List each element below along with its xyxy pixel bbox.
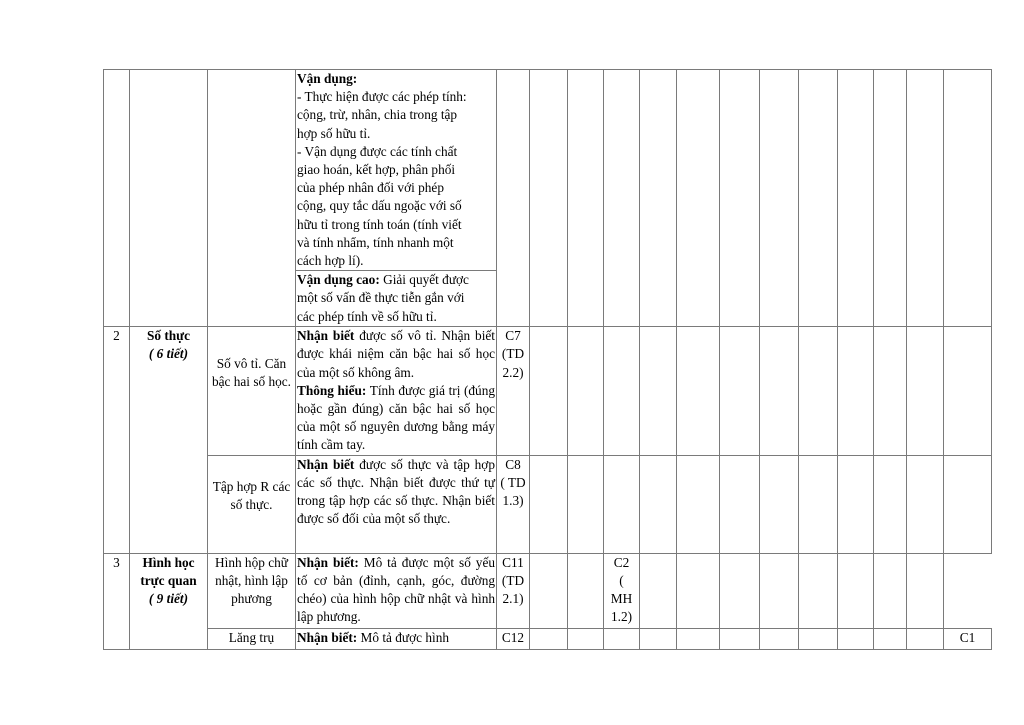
code-cell [497, 553, 530, 628]
code-cell [497, 455, 530, 553]
empty-cell [677, 327, 720, 455]
van-dung-line: hợp số hữu tỉ. [297, 125, 371, 141]
code-line: 1.2) [610, 609, 633, 625]
thong-hieu-text: Tính được giá trị (đúng hoặc gần đúng) căn bậc hai số học của một số nguyên dương bằng máy tính cầm tay. [297, 382, 495, 453]
empty-cell [799, 70, 838, 327]
subtopic-cell: Hình hộp chữ nhật, hình lập phương [208, 553, 296, 628]
empty-cell [944, 70, 992, 327]
empty-cell [604, 455, 640, 553]
empty-cell [838, 70, 874, 327]
empty-cell [604, 70, 640, 327]
code-line: 1.3) [502, 493, 524, 509]
empty-cell [677, 455, 720, 553]
empty-cell [568, 70, 604, 327]
code-line: 2.1) [502, 591, 524, 607]
empty-cell [760, 628, 799, 649]
code-line: 2.2) [502, 364, 524, 380]
code-line: ( [619, 572, 624, 588]
empty-cell [907, 553, 944, 628]
nhan-biet-text: được số vô tỉ. Nhận biết được khái niệm căn bậc hai số học của một số không âm. [297, 328, 495, 380]
empty-cell [568, 628, 604, 649]
empty-cell [874, 70, 907, 327]
empty-cell [760, 327, 799, 455]
table-row [104, 70, 992, 271]
empty-cell [838, 628, 874, 649]
empty-cell [604, 327, 640, 455]
code-cell [604, 553, 640, 628]
empty-cell [604, 628, 640, 649]
empty-cell [530, 628, 568, 649]
code-line: C2 [613, 554, 630, 570]
code-cell: C12 [497, 628, 530, 649]
nhan-biet-title: Nhận biết: [297, 629, 358, 645]
van-dung-line: giao hoán, kết hợp, phân phối [297, 162, 456, 178]
van-dung-line: hữu tỉ trong tính toán (tính viết [297, 216, 462, 232]
topic-name: Số thực [146, 328, 191, 344]
stt-cell: 3 [104, 553, 130, 649]
empty-cell [944, 455, 992, 553]
van-dung-line: cộng, quy tắc dấu ngoặc với số [297, 198, 462, 214]
empty-cell [799, 628, 838, 649]
description-cell [296, 553, 497, 628]
empty-cell [530, 455, 568, 553]
empty-cell [677, 553, 720, 628]
thong-hieu-title: Thông hiểu: [297, 382, 367, 398]
nhan-biet-title: Nhận biết: [297, 554, 359, 570]
subtopic-cell: Lăng trụ [208, 628, 296, 649]
subtopic-cell: Tập hợp R các số thực. [208, 455, 296, 553]
empty-cell [720, 628, 760, 649]
nhan-biet-title: Nhận biết [297, 328, 355, 344]
stt-cell: 2 [104, 327, 130, 553]
empty-cell [568, 553, 604, 628]
empty-cell [677, 70, 720, 327]
code-line: ( TD [500, 474, 526, 490]
empty-cell [640, 70, 677, 327]
table-row [104, 628, 992, 649]
subtopic-cell: Số vô tỉ. Căn bậc hai số học. [208, 327, 296, 455]
code-line: C11 [502, 554, 524, 570]
empty-cell [907, 628, 944, 649]
topic-name: Hình học [142, 554, 195, 570]
van-dung-title: Vận dụng: [297, 71, 358, 86]
van-dung-line: và tính nhẩm, tính nhanh một [297, 234, 454, 250]
code-line: MH [610, 591, 633, 607]
van-dung-cao-title: Vận dụng cao: [297, 272, 380, 288]
empty-cell [640, 327, 677, 455]
empty-cell [677, 628, 720, 649]
empty-cell [568, 455, 604, 553]
empty-cell [720, 327, 760, 455]
subtopic-cell [208, 70, 296, 327]
empty-cell [720, 70, 760, 327]
empty-cell [720, 455, 760, 553]
code-line: (TD [501, 572, 525, 588]
topic-period: ( 9 tiết) [148, 591, 189, 607]
van-dung-line: cách hợp lí). [297, 253, 364, 269]
empty-cell [838, 553, 874, 628]
topic-name: trực quan [140, 572, 197, 588]
empty-cell [760, 553, 799, 628]
empty-cell [640, 553, 677, 628]
empty-cell [907, 70, 944, 327]
van-dung-cao-cell [296, 271, 497, 327]
empty-cell [874, 628, 907, 649]
empty-cell [530, 70, 568, 327]
empty-cell [640, 628, 677, 649]
empty-cell [720, 553, 760, 628]
table-row [104, 455, 992, 553]
topic-cell [130, 553, 208, 649]
empty-cell [907, 327, 944, 455]
empty-cell [530, 553, 568, 628]
empty-cell [874, 327, 907, 455]
nhan-biet-text: được số thực và tập hợp các số thực. Nhận biết được thứ tự trong tập hợp các số thực. Nhận biết được số đối của một số thực. [297, 456, 495, 527]
empty-cell [530, 327, 568, 455]
code-line: C7 [505, 328, 521, 344]
nhan-biet-title: Nhận biết [297, 456, 355, 472]
van-dung-line: - Thực hiện được các phép tính: [297, 89, 467, 105]
description-cell [296, 455, 497, 553]
van-dung-cao-line: các phép tính về số hữu tỉ. [297, 308, 437, 324]
van-dung-cell [296, 70, 497, 271]
description-cell [296, 327, 497, 455]
topic-cell [130, 327, 208, 553]
empty-cell [838, 327, 874, 455]
van-dung-line: của phép nhân đối với phép [297, 180, 444, 196]
empty-cell [874, 553, 907, 628]
empty-cell [799, 553, 838, 628]
code-line: C8 [505, 456, 521, 472]
empty-cell [874, 455, 907, 553]
code-cell [497, 70, 530, 327]
empty-cell [760, 455, 799, 553]
topic-period: ( 6 tiết) [148, 346, 189, 362]
empty-cell [760, 70, 799, 327]
van-dung-cao-line: một số vấn đề thực tiễn gắn với [297, 290, 465, 306]
empty-cell [907, 455, 944, 553]
assessment-matrix-table [103, 69, 992, 650]
description-cell [296, 628, 497, 649]
van-dung-line: cộng, trừ, nhân, chia trong tập [297, 107, 458, 123]
nhan-biet-text: Mô tả được hình [357, 629, 450, 645]
table-row [104, 553, 992, 628]
empty-cell [944, 327, 992, 455]
code-line: (TD [501, 346, 525, 362]
nhan-biet-text: Mô tả được một số yếu tố cơ bản (đỉnh, cạnh, góc, đường chéo) của hình hộp chữ nhật và hình lập phương. [297, 554, 495, 625]
empty-cell [799, 327, 838, 455]
van-dung-line: - Vận dụng được các tính chất [297, 143, 458, 159]
empty-cell [640, 455, 677, 553]
empty-cell [838, 455, 874, 553]
empty-cell [799, 455, 838, 553]
empty-cell [568, 327, 604, 455]
topic-cell [130, 70, 208, 327]
code-cell: C1 [944, 628, 992, 649]
stt-cell [104, 70, 130, 327]
code-cell [497, 327, 530, 455]
table-row [104, 327, 992, 455]
van-dung-cao-line: Giải quyết được [379, 272, 469, 288]
